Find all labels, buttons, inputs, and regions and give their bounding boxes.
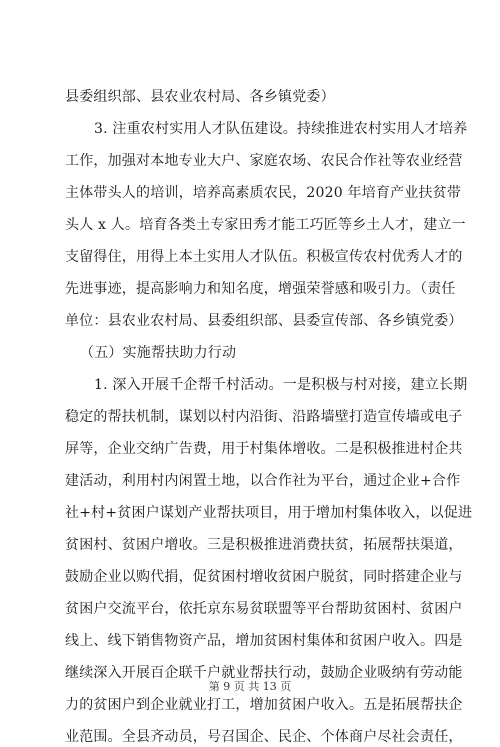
section-heading: （五）实施帮扶助力行动 bbox=[80, 345, 237, 361]
text-line-1: 县委组织部、县农业农村局、各乡镇党委） bbox=[65, 89, 335, 105]
text-line-15: 贫困村、贫困户增收。三是积极推进消费扶贫，拓展帮扶渠道， bbox=[65, 537, 463, 553]
text-line-6: 支留得住，用得上本土实用人才队伍。积极宣传农村优秀人才的 bbox=[65, 249, 463, 265]
text-line-3: 工作，加强对本地专业大户、家庭农场、农民合作社等农业经营 bbox=[65, 153, 463, 169]
text-line-16: 鼓励企业以购代捐，促贫困村增收贫困户脱贫，同时搭建企业与 bbox=[65, 569, 463, 585]
text-line-7: 先进事迹，提高影响力和知名度，增强荣誉感和吸引力。（责任 bbox=[65, 281, 456, 297]
text-line-21: 业范围。全县齐动员，号召国企、民企、个体商户尽社会责任， bbox=[65, 729, 463, 745]
text-line-11: 稳定的帮扶机制，谋划以村内沿街、沿路墙壁打造宣传墙或电子 bbox=[65, 409, 463, 425]
text-line-8: 单位：县农业农村局、县委组织部、县委宣传部、各乡镇党委） bbox=[65, 313, 463, 329]
text-line-10: 1. 深入开展千企帮千村活动。一是积极与村对接，建立长期 bbox=[94, 377, 468, 393]
text-line-2: 3. 注重农村实用人才队伍建设。持续推进农村实用人才培养 bbox=[94, 121, 468, 137]
text-line-12: 屏等，企业交纳广告费，用于村集体增收。二是积极推进村企共 bbox=[65, 441, 463, 457]
text-line-17: 贫困户交流平台，依托京东易贫联盟等平台帮助贫困村、贫困户 bbox=[65, 601, 463, 617]
text-line-13: 建活动，利用村内闲置土地，以合作社为平台，通过企业+合作 bbox=[65, 473, 461, 489]
text-line-18: 线上、线下销售物资产品，增加贫困村集体和贫困户收入。四是 bbox=[65, 633, 463, 649]
text-line-4: 主体带头人的培训，培养高素质农民，2020 年培育产业扶贫带 bbox=[65, 185, 462, 201]
text-line-20: 力的贫困户到企业就业打工，增加贫困户收入。五是拓展帮扶企 bbox=[65, 697, 463, 713]
page-number-footer: 第 9 页 共 13 页 bbox=[208, 680, 292, 693]
text-line-14: 社+村+贫困户谋划产业帮扶项目，用于增加村集体收入，以促进 bbox=[65, 505, 473, 521]
text-line-5: 头人 x 人。培育各类土专家田秀才能工巧匠等乡土人才，建立一 bbox=[65, 217, 466, 233]
text-line-19: 继续深入开展百企联千户就业帮扶行动，鼓励企业吸纳有劳动能 bbox=[65, 665, 463, 681]
